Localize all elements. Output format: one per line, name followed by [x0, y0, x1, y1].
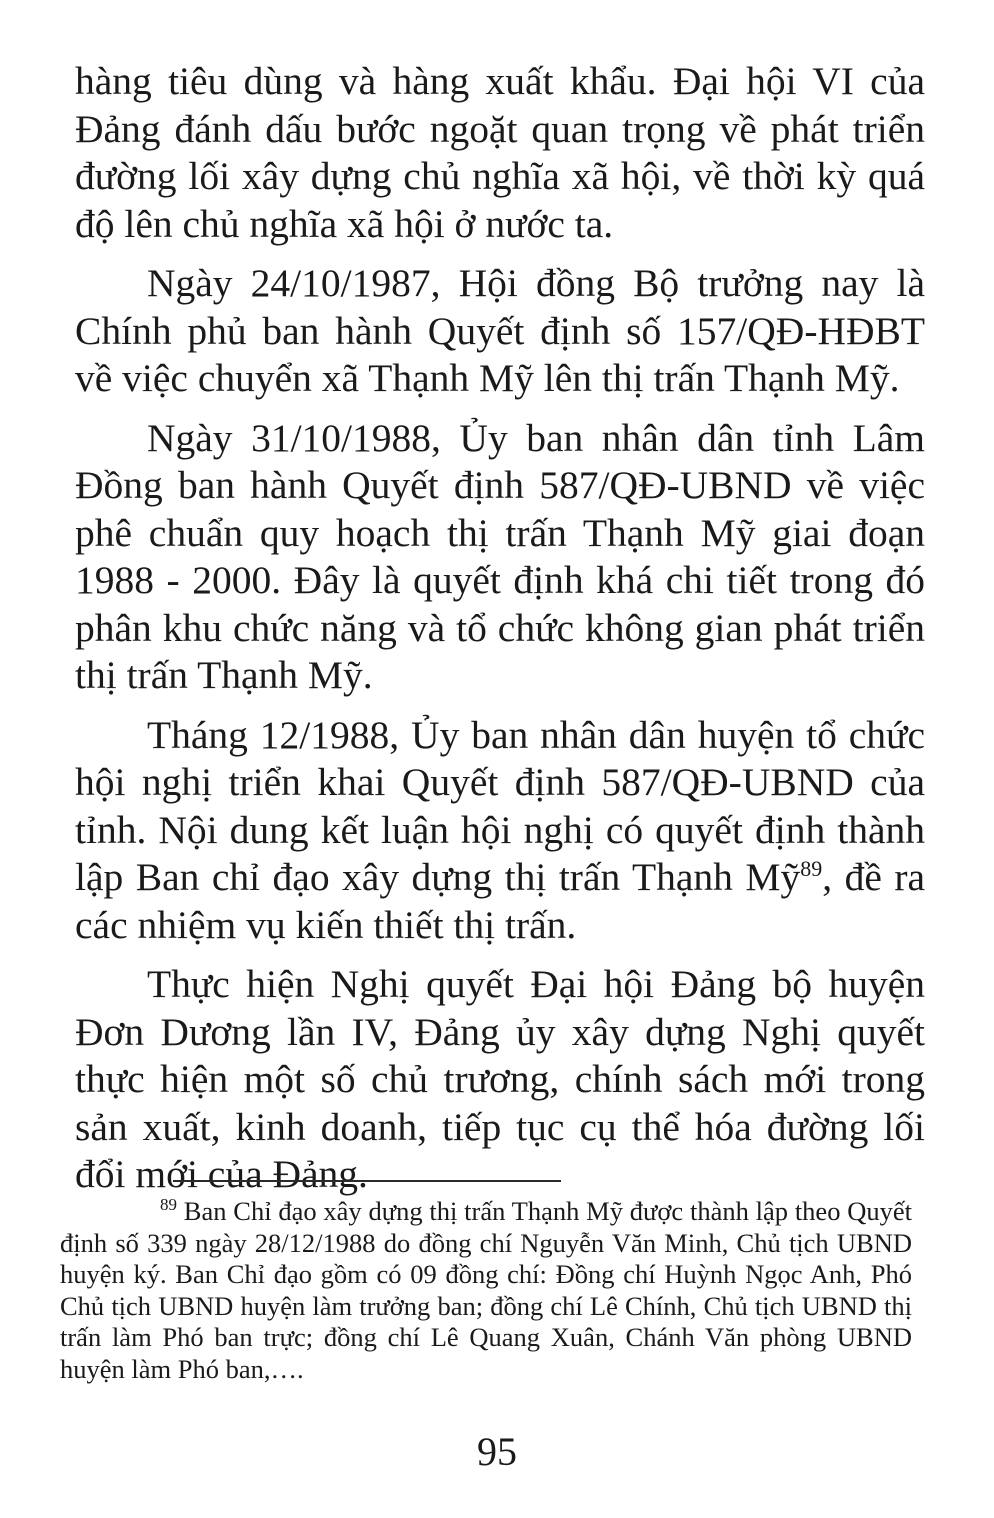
paragraph-4: [75, 712, 925, 950]
paragraph-2: Ngày 24/10/1987, Hội đồng Bộ trưởng nay là Chính phủ ban hành Quyết định số 157/QĐ-HĐBT về việc chuyển xã Thạnh Mỹ lên thị trấn Thạnh Mỹ.: [75, 261, 925, 400]
footnotes: [60, 1196, 912, 1385]
footnote-marker: 89: [160, 1195, 177, 1215]
footnote-text: Ban Chỉ đạo xây dựng thị trấn Thạnh Mỹ được thành lập theo Quyết định số 339 ngày 28/12/1988 do đồng chí Nguyễn Văn Minh, Chủ tịch UBND huyện ký. Ban Chỉ đạo gồm có 09 đồng chí: Đồng chí Huỳnh Ngọc Anh, Phó Chủ tịch UBND huyện làm trưởng ban; đồng chí Lê Chính, Chủ tịch UBND thị trấn làm Phó ban trực; đồng chí Lê Quang Xuân, Chánh Văn phòng UBND huyện làm Phó ban,….: [60, 1196, 912, 1384]
footnote-89: [60, 1196, 912, 1385]
paragraph-4-text-before: Tháng 12/1988, Ủy ban nhân dân huyện tổ chức hội nghị triển khai Quyết định 587/QĐ-UBND của tỉnh. Nội dung kết luận hội nghị có quyết định thành lập Ban chỉ đạo xây dựng thị trấn Thạnh Mỹ: [75, 712, 925, 899]
page-number: 95: [477, 1429, 517, 1474]
paragraph-4-text-after: , đề ra các nhiệm vụ kiến thiết thị trấn.: [75, 855, 926, 947]
paragraph-1: hàng tiêu dùng và hàng xuất khẩu. Đại hội VI của Đảng đánh dấu bước ngoặt quan trọng về phát triển đường lối xây dựng chủ nghĩa xã hội, về thời kỳ quá độ lên chủ nghĩa xã hội ở nước ta.: [75, 59, 925, 246]
footnote-separator: [173, 1180, 561, 1182]
footnote-reference: 89: [800, 855, 823, 881]
paragraph-5: Thực hiện Nghị quyết Đại hội Đảng bộ huyện Đơn Dương lần IV, Đảng ủy xây dựng Nghị quyết thực hiện một số chủ trương, chính sách mới trong sản xuất, kinh doanh, tiếp tục cụ thể hóa đường lối đổi mới của Đảng.: [75, 962, 925, 1196]
paragraph-3: Ngày 31/10/1988, Ủy ban nhân dân tỉnh Lâm Đồng ban hành Quyết định 587/QĐ-UBND về việc phê chuẩn quy hoạch thị trấn Thạnh Mỹ giai đoạn 1988 - 2000. Đây là quyết định khá chi tiết trong đó phân khu chức năng và tổ chức không gian phát triển thị trấn Thạnh Mỹ.: [75, 415, 925, 697]
body-text: [75, 58, 925, 1211]
